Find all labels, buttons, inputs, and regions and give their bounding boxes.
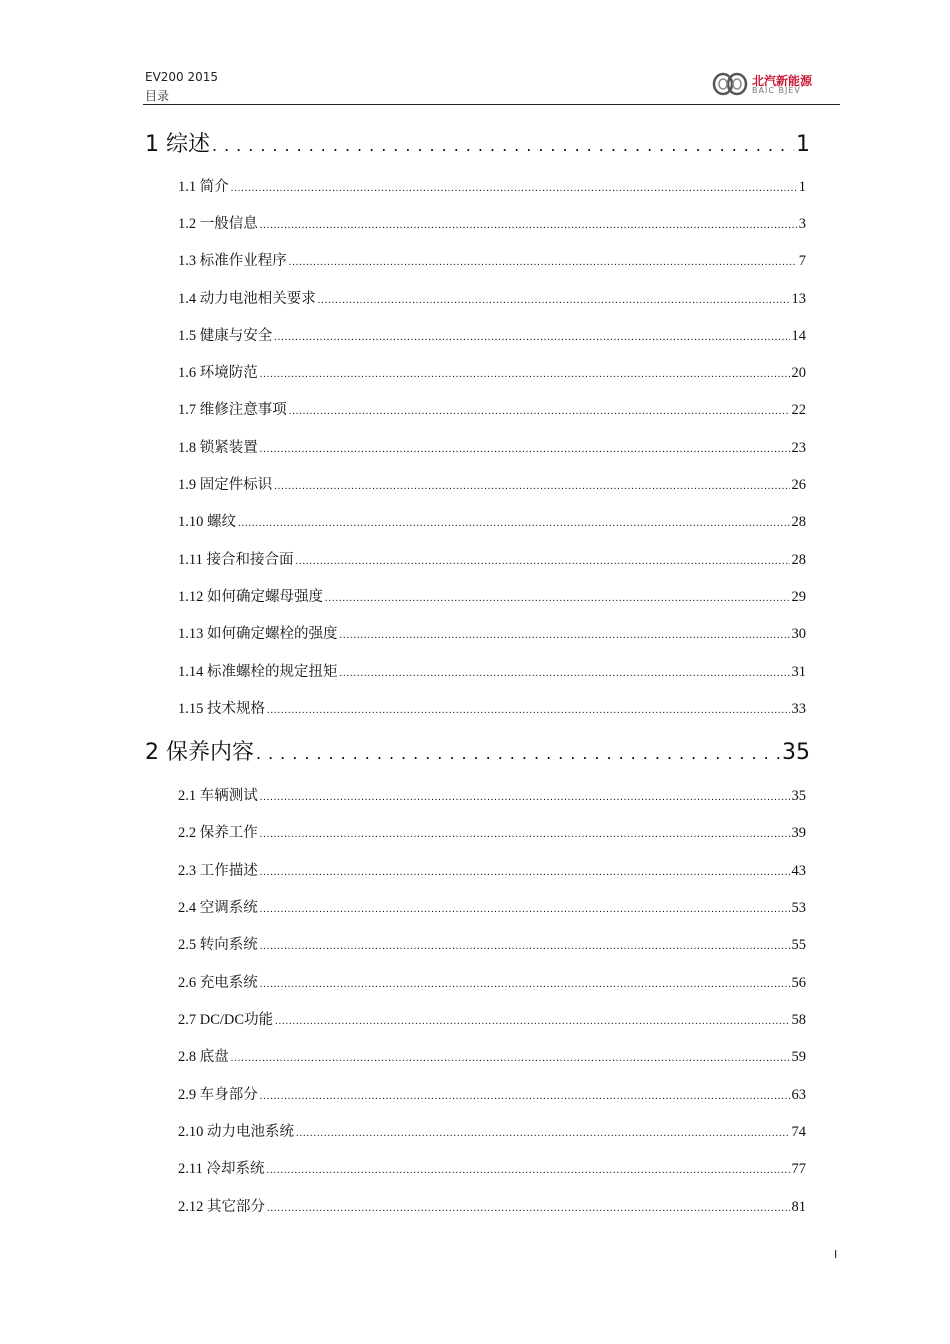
toc-entry-label: 1.4 动力电池相关要求 <box>178 291 316 307</box>
toc-leader-dots <box>260 979 790 990</box>
toc-page-number: 56 <box>791 975 806 991</box>
document-title: EV200 2015 <box>145 70 219 84</box>
toc-page-number: 35 <box>791 788 806 804</box>
toc-entry[interactable] <box>178 324 806 345</box>
toc-entry-label: 1.1 简介 <box>178 179 229 195</box>
toc-entry[interactable] <box>178 896 806 917</box>
toc-leader-dots <box>289 406 790 417</box>
toc-chapter-1[interactable] <box>145 127 810 158</box>
toc-entry[interactable] <box>178 971 806 992</box>
toc-leader-dots <box>260 867 790 878</box>
toc-entry[interactable] <box>178 1120 806 1141</box>
toc-entry[interactable] <box>178 933 806 954</box>
toc-entry[interactable] <box>178 510 806 531</box>
toc-leader-dots <box>256 744 780 763</box>
toc-entry[interactable] <box>178 436 806 457</box>
toc-entry[interactable] <box>178 784 806 805</box>
toc-entry-label: 2.1 车辆测试 <box>178 788 258 804</box>
toc-leader-dots <box>289 257 797 268</box>
toc-leader-dots <box>231 183 797 194</box>
logo-chinese-text: 北汽新能源 <box>752 74 813 88</box>
toc-leader-dots <box>274 332 789 343</box>
toc-entry-label: 2.2 保养工作 <box>178 825 258 841</box>
toc-page-number: 63 <box>791 1087 806 1103</box>
toc-page-number: 13 <box>791 291 806 307</box>
toc-entry[interactable] <box>178 473 806 494</box>
toc-page-number: 7 <box>798 253 806 269</box>
toc-leader-dots <box>275 1016 789 1027</box>
toc-leader-dots <box>295 556 789 567</box>
toc-entry-label: 1.3 标准作业程序 <box>178 253 287 269</box>
header-divider <box>143 104 840 105</box>
toc-entry-label: 1.15 技术规格 <box>178 701 265 717</box>
toc-leader-dots <box>266 1165 789 1176</box>
toc-entry-label: 1.8 锁紧装置 <box>178 440 258 456</box>
toc-page-number: 43 <box>791 863 806 879</box>
toc-page-number: 1 <box>798 179 806 195</box>
toc-entry[interactable] <box>178 249 806 270</box>
toc-entry[interactable] <box>178 697 806 718</box>
toc-page-number: 53 <box>791 900 806 916</box>
toc-chapter-label: 1 综述 <box>145 132 210 157</box>
toc-page-number: 1 <box>796 132 810 157</box>
toc-entry-label: 1.13 如何确定螺栓的强度 <box>178 626 338 642</box>
toc-entry[interactable] <box>178 821 806 842</box>
toc-leader-dots <box>318 295 790 306</box>
toc-leader-dots <box>274 481 789 492</box>
toc-entry-label: 2.7 DC/DC功能 <box>178 1012 274 1028</box>
toc-page-number: 30 <box>791 626 806 642</box>
toc-page-number: 58 <box>791 1012 806 1028</box>
toc-leader-dots <box>325 593 790 604</box>
toc-entry[interactable] <box>178 1008 806 1029</box>
toc-entry-label: 1.11 接合和接合面 <box>178 552 294 568</box>
toc-entry-label: 1.9 固定件标识 <box>178 477 273 493</box>
toc-page-number: 31 <box>791 664 806 680</box>
toc-entry[interactable] <box>178 1045 806 1066</box>
toc-page-number: 77 <box>791 1161 806 1177</box>
toc-entry[interactable] <box>178 585 806 606</box>
toc-leader-dots <box>260 829 790 840</box>
baic-logo-icon <box>712 70 748 98</box>
toc-page-number: 35 <box>782 740 810 765</box>
toc-page-number: 28 <box>791 552 806 568</box>
toc-leader-dots <box>231 1053 790 1064</box>
toc-page-number: 59 <box>791 1049 806 1065</box>
toc-leader-dots <box>260 941 790 952</box>
toc-page-number: 33 <box>791 701 806 717</box>
toc-page-number: 22 <box>791 402 806 418</box>
toc-entry[interactable] <box>178 212 806 233</box>
document-subtitle: 目录 <box>145 89 170 103</box>
toc-leader-dots <box>260 904 790 915</box>
toc-leader-dots <box>260 444 790 455</box>
toc-entry[interactable] <box>178 398 806 419</box>
toc-leader-dots <box>267 705 790 716</box>
toc-entry-label: 1.14 标准螺栓的规定扭矩 <box>178 664 338 680</box>
toc-page-number: 28 <box>791 514 806 530</box>
toc-page-number: 74 <box>791 1124 806 1140</box>
toc-page-number: 29 <box>791 589 806 605</box>
logo-english-text: BAIC BJEV <box>752 86 801 95</box>
toc-page-number: 3 <box>798 216 806 232</box>
toc-entry-label: 2.6 充电系统 <box>178 975 258 991</box>
toc-entry-label: 2.11 冷却系统 <box>178 1161 265 1177</box>
toc-entry[interactable] <box>178 1157 806 1178</box>
brand-logo <box>712 70 822 100</box>
toc-chapter-2[interactable] <box>145 735 810 766</box>
toc-leader-dots <box>238 518 790 529</box>
toc-chapter-label: 2 保养内容 <box>145 740 254 765</box>
toc-page-number: 14 <box>791 328 806 344</box>
toc-entry-label: 2.8 底盘 <box>178 1049 229 1065</box>
toc-leader-dots <box>296 1128 790 1139</box>
toc-leader-dots <box>260 369 790 380</box>
toc-entry-label: 1.6 环境防范 <box>178 365 258 381</box>
toc-page-number: 39 <box>791 825 806 841</box>
toc-page-number: 55 <box>791 937 806 953</box>
toc-page-number: 23 <box>791 440 806 456</box>
toc-leader-dots <box>260 1091 790 1102</box>
toc-entry-label: 2.3 工作描述 <box>178 863 258 879</box>
toc-leader-dots <box>212 136 794 155</box>
toc-entry-label: 1.10 螺纹 <box>178 514 236 530</box>
toc-entry[interactable] <box>178 660 806 681</box>
toc-entry[interactable] <box>178 1195 806 1216</box>
toc-entry-label: 1.12 如何确定螺母强度 <box>178 589 323 605</box>
toc-entry[interactable] <box>178 548 806 569</box>
toc-entry[interactable] <box>178 859 806 880</box>
toc-entry-label: 2.5 转向系统 <box>178 937 258 953</box>
toc-leader-dots <box>260 220 797 231</box>
toc-entry[interactable] <box>178 361 806 382</box>
toc-entry-label: 2.12 其它部分 <box>178 1199 265 1215</box>
toc-entry[interactable] <box>178 175 806 196</box>
toc-entry-label: 2.4 空调系统 <box>178 900 258 916</box>
toc-page-number: 26 <box>791 477 806 493</box>
toc-page-number: 20 <box>791 365 806 381</box>
toc-entry[interactable] <box>178 287 806 308</box>
toc-leader-dots <box>340 668 790 679</box>
toc-entry-label: 1.7 维修注意事项 <box>178 402 287 418</box>
toc-entry-label: 2.9 车身部分 <box>178 1087 258 1103</box>
toc-leader-dots <box>260 792 790 803</box>
toc-entry[interactable] <box>178 1083 806 1104</box>
toc-entry[interactable] <box>178 622 806 643</box>
toc-entry-label: 1.2 一般信息 <box>178 216 258 232</box>
toc-entry-label: 2.10 动力电池系统 <box>178 1124 294 1140</box>
toc-leader-dots <box>340 630 790 641</box>
toc-page-number: 81 <box>791 1199 806 1215</box>
toc-entry-label: 1.5 健康与安全 <box>178 328 273 344</box>
toc-leader-dots <box>267 1203 790 1214</box>
footer-page-number: I <box>834 1248 838 1261</box>
